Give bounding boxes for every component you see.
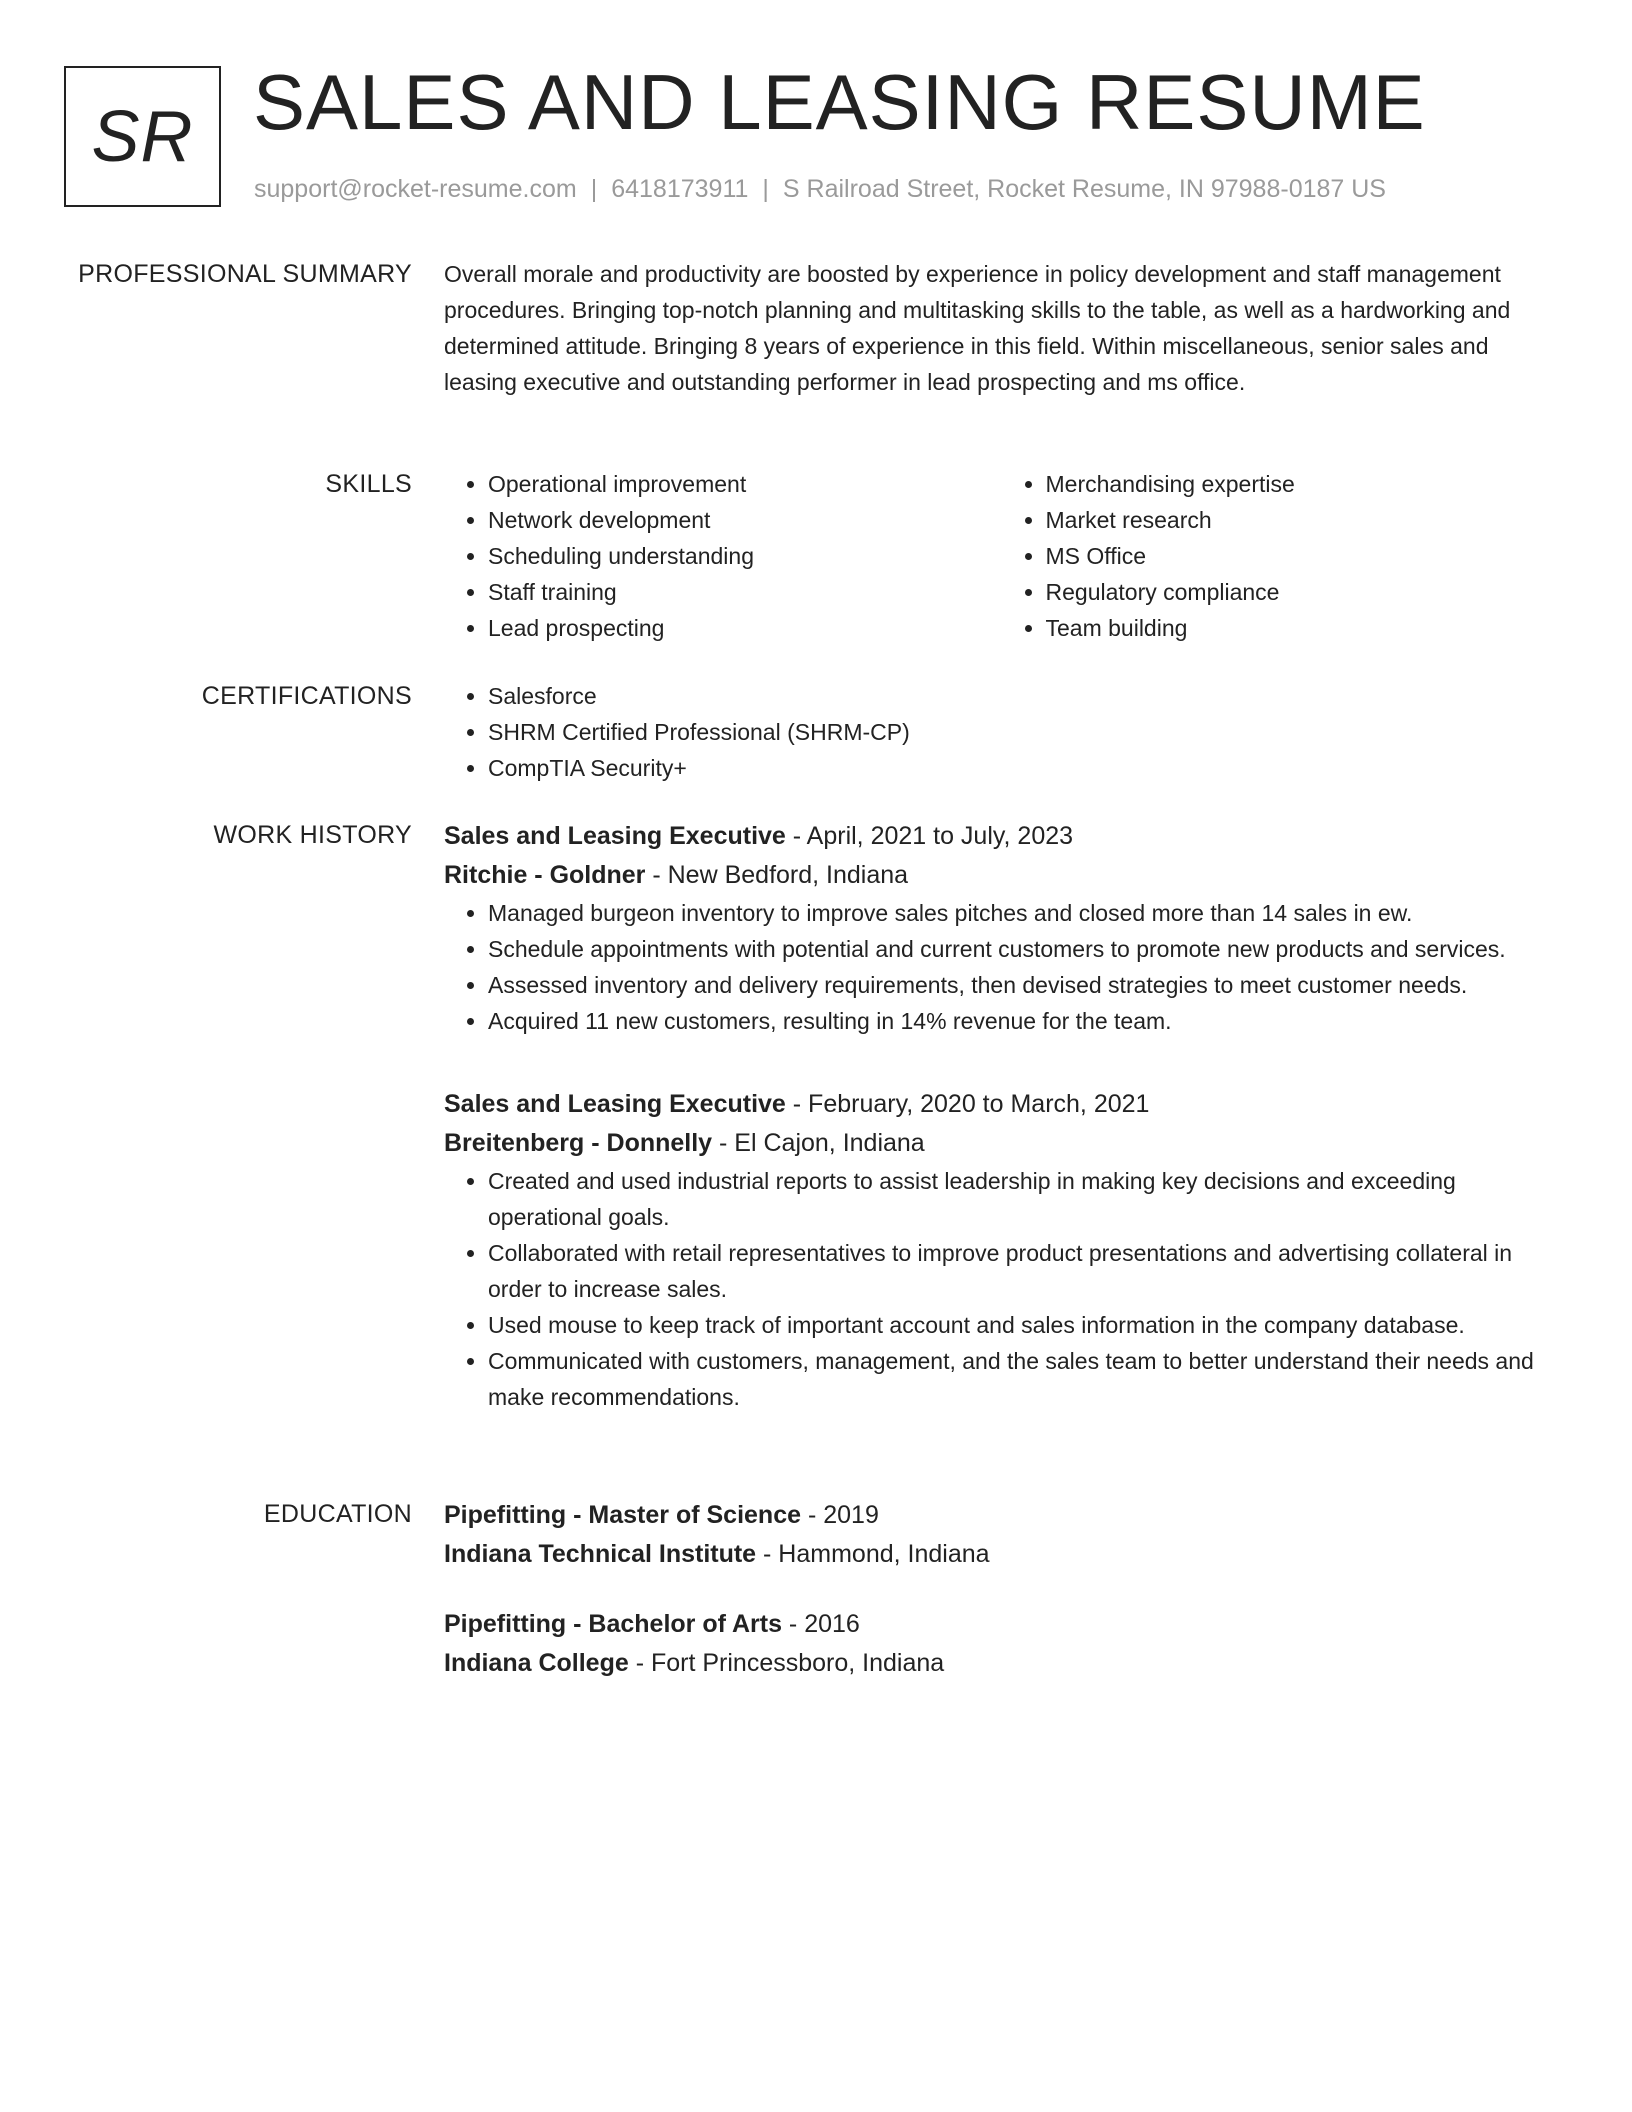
skills-list-right bbox=[1002, 466, 1560, 646]
job-title: Sales and Leasing Executive bbox=[444, 822, 786, 850]
contact-line bbox=[254, 172, 1386, 206]
job-title: Sales and Leasing Executive bbox=[444, 1090, 786, 1118]
skill-item: • Market research bbox=[1046, 502, 1560, 538]
job-bullets bbox=[444, 895, 1559, 1039]
job-bullet: • Acquired 11 new customers, resulting in 14% revenue for the team. bbox=[488, 1003, 1559, 1039]
skill-item: • Operational improvement bbox=[488, 466, 1002, 502]
contact-separator: | bbox=[590, 175, 598, 203]
job-location: - New Bedford, Indiana bbox=[645, 861, 909, 889]
skill-item: • MS Office bbox=[1046, 538, 1560, 574]
work-body bbox=[444, 817, 1559, 1415]
skill-item: • Scheduling understanding bbox=[488, 538, 1002, 574]
job-entry bbox=[444, 817, 1559, 1039]
job-bullet: • Managed burgeon inventory to improve sales pitches and closed more than 14 sales in ew. bbox=[488, 895, 1559, 931]
education-school: Indiana College bbox=[444, 1649, 629, 1677]
job-company: Ritchie - Goldner bbox=[444, 861, 646, 889]
education-school-line bbox=[444, 1644, 1559, 1683]
section-label: EDUCATION bbox=[263, 1500, 412, 1528]
job-dates: - February, 2020 to March, 2021 bbox=[785, 1090, 1150, 1118]
skill-item: • Team building bbox=[1046, 610, 1560, 646]
skill-item: • Network development bbox=[488, 502, 1002, 538]
education-body bbox=[444, 1496, 1559, 1683]
certification-item: • Salesforce bbox=[488, 678, 1559, 714]
summary-body bbox=[444, 256, 1559, 400]
skill-item: • Lead prospecting bbox=[488, 610, 1002, 646]
job-title-line bbox=[444, 817, 1559, 856]
contact-email: support@rocket-resume.com bbox=[254, 175, 577, 203]
job-dates: - April, 2021 to July, 2023 bbox=[785, 822, 1074, 850]
certification-item: • CompTIA Security+ bbox=[488, 750, 1559, 786]
job-bullet: • Assessed inventory and delivery requirements, then devised strategies to meet customer needs. bbox=[488, 967, 1559, 1003]
skill-item: • Regulatory compliance bbox=[1046, 574, 1560, 610]
education-degree-line bbox=[444, 1605, 1559, 1644]
education-entry bbox=[444, 1605, 1559, 1683]
section-label: WORK HISTORY bbox=[213, 821, 412, 849]
job-company-line bbox=[444, 856, 1559, 895]
contact-separator: | bbox=[762, 175, 769, 203]
education-school-line bbox=[444, 1535, 1559, 1574]
job-bullets bbox=[444, 1163, 1559, 1415]
job-company-line bbox=[444, 1124, 1559, 1163]
job-entry bbox=[444, 1085, 1559, 1415]
contact-address: S Railroad Street, Rocket Resume, IN 97988-0187 US bbox=[782, 175, 1386, 203]
job-bullet: • Collaborated with retail representatives to improve product presentations and advertising collateral in order to increase sales. bbox=[488, 1235, 1559, 1307]
job-bullet: • Used mouse to keep track of important account and sales information in the company database. bbox=[488, 1307, 1559, 1343]
education-degree: Pipefitting - Bachelor of Arts bbox=[444, 1610, 782, 1638]
education-location: - Fort Princessboro, Indiana bbox=[628, 1649, 945, 1677]
education-year: - 2019 bbox=[801, 1501, 879, 1529]
section-label: CERTIFICATIONS bbox=[201, 682, 412, 710]
certification-item: • SHRM Certified Professional (SHRM-CP) bbox=[488, 714, 1559, 750]
job-bullet: • Schedule appointments with potential and current customers to promote new products and services. bbox=[488, 931, 1559, 967]
resume-title: SALES AND LEASING RESUME bbox=[253, 58, 1426, 146]
education-school: Indiana Technical Institute bbox=[444, 1540, 757, 1568]
certifications-body bbox=[444, 678, 1559, 786]
contact-phone: 6418173911 bbox=[611, 175, 749, 203]
education-year: - 2016 bbox=[781, 1610, 860, 1638]
education-entry bbox=[444, 1496, 1559, 1574]
job-title-line bbox=[444, 1085, 1559, 1124]
education-degree: Pipefitting - Master of Science bbox=[444, 1501, 802, 1529]
skills-list-left bbox=[444, 466, 1002, 646]
monogram: SR bbox=[64, 66, 221, 207]
skills-body bbox=[444, 466, 1559, 646]
education-location: - Hammond, Indiana bbox=[756, 1540, 990, 1568]
section-label: SKILLS bbox=[325, 470, 412, 498]
section-label: PROFESSIONAL SUMMARY bbox=[78, 260, 412, 288]
job-company: Breitenberg - Donnelly bbox=[444, 1129, 713, 1157]
job-bullet: • Communicated with customers, management, and the sales team to better understand their needs and make recommendations. bbox=[488, 1343, 1559, 1415]
job-location: - El Cajon, Indiana bbox=[712, 1129, 925, 1157]
summary-text: Overall morale and productivity are boosted by experience in policy development and staff management procedures. Bringing top-notch planning and multitasking skills to the table, as well as a hardworking and determined attitude. Bringing 8 years of experience in this field. Within miscellaneous, senior sales and leasing executive and outstanding performer in lead prospecting and ms office. bbox=[444, 261, 1511, 395]
skills-columns bbox=[444, 466, 1559, 646]
education-degree-line bbox=[444, 1496, 1559, 1535]
skill-item: • Staff training bbox=[488, 574, 1002, 610]
certifications-list bbox=[444, 678, 1559, 786]
job-bullet: • Created and used industrial reports to assist leadership in making key decisions and exceeding operational goals. bbox=[488, 1163, 1559, 1235]
skill-item: • Merchandising expertise bbox=[1046, 466, 1560, 502]
